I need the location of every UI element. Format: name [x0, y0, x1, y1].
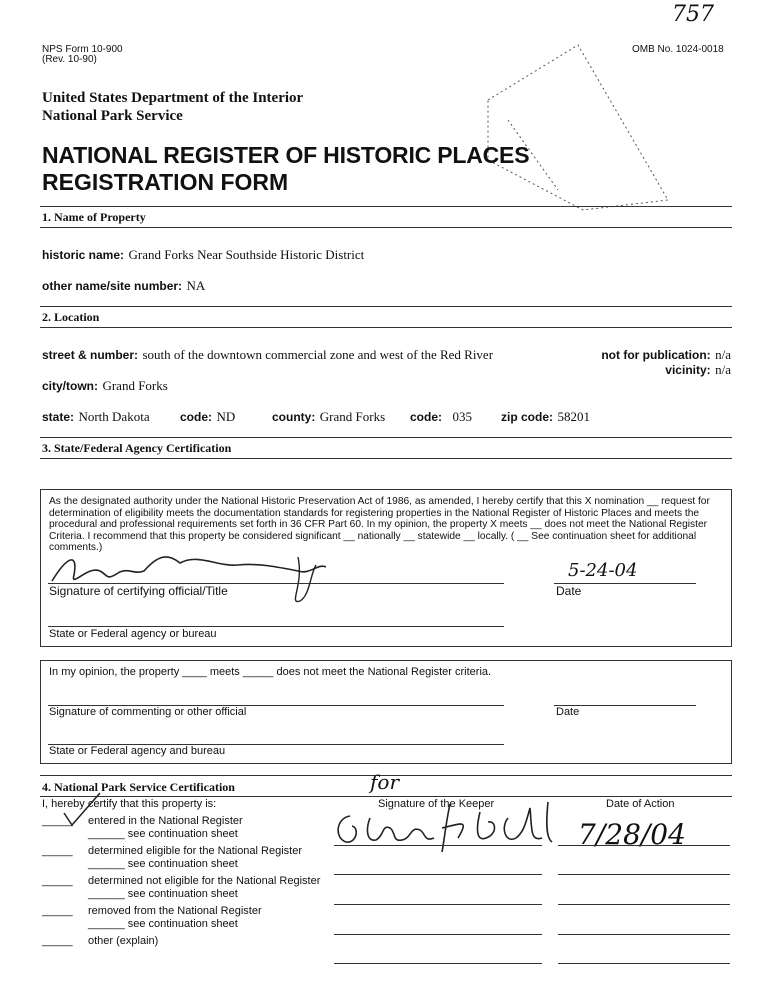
keeper-line: [334, 934, 542, 935]
divider: [40, 437, 732, 438]
action-line: [558, 963, 730, 964]
option-label: removed from the National Register: [88, 905, 262, 917]
option-entered: [42, 815, 342, 845]
commenting-signature-label: Signature of commenting or other official: [49, 706, 247, 718]
option-continuation: ______ see continuation sheet: [88, 918, 238, 930]
city-label: city/town:: [42, 379, 98, 393]
vicinity-row: [665, 361, 731, 379]
keeper-line: [334, 963, 542, 964]
option-blank[interactable]: _____: [42, 845, 73, 857]
date-label: Date: [556, 584, 582, 598]
option-continuation: ______ see continuation sheet: [88, 858, 238, 870]
divider: [40, 458, 732, 459]
certification-options: [42, 815, 342, 955]
historic-name-value: Grand Forks Near Southside Historic District: [128, 247, 365, 262]
received-stamp-icon: [478, 40, 678, 215]
other-name-row: [42, 277, 205, 295]
form-number: NPS Form 10-900: [42, 44, 123, 55]
agency2-label: State or Federal agency and bureau: [49, 745, 226, 757]
keeper-line: [334, 874, 542, 875]
keeper-note-handwritten: for: [370, 770, 400, 794]
action-line: [558, 934, 730, 935]
agency-line: [48, 626, 504, 627]
option-blank[interactable]: _____: [42, 875, 73, 887]
option-other: [42, 935, 342, 955]
option-removed: [42, 905, 342, 935]
certify-text: I, hereby certify that this property is:: [42, 798, 217, 810]
city-row: [42, 377, 168, 395]
vicinity-value: n/a: [715, 362, 731, 377]
option-label: determined eligible for the National Register: [88, 845, 303, 857]
street-value: south of the downtown commercial zone and west of the Red River: [142, 347, 494, 362]
state-label: state:: [42, 410, 75, 424]
option-blank[interactable]: _____: [42, 905, 73, 917]
street-label: street & number:: [42, 348, 139, 362]
department-name: United States Department of the Interior: [42, 90, 304, 106]
option-blank[interactable]: _____: [42, 935, 73, 947]
divider: [40, 227, 732, 228]
omb-number: OMB No. 1024-0018: [632, 44, 724, 55]
county-code-label: code:: [410, 410, 443, 424]
section4-heading: 4. National Park Service Certification: [42, 780, 235, 794]
opinion-text: In my opinion, the property ____ meets _____ does not meet the National Register criteria.: [49, 666, 492, 678]
option-label: entered in the National Register: [88, 815, 243, 827]
option-label: determined not eligible for the National Register: [88, 875, 321, 887]
action-line: [558, 874, 730, 875]
street-row: [42, 346, 493, 364]
divider: [40, 796, 732, 797]
option-continuation: ______ see continuation sheet: [88, 888, 238, 900]
form-title-line2: REGISTRATION FORM: [42, 169, 289, 195]
action-date-handwritten: 7/28/04: [578, 818, 686, 851]
certification-text: As the designated authority under the National Historic Preservation Act of 1986, as amended, I hereby certify that this X nomination __ request for determination of eligibility meets the documentation standards for registering properties in the National Register of Historic Places and meets the procedural and professional requirements set forth in 36 CFR Part 60. In my opinion, the property X meets __ does not meet the National Register Criteria. I recommend that this property be considered significant __ nationally __ statewide __ locally. ( __ See continuation sheet for additional comments.): [49, 496, 710, 554]
keeper-line: [334, 904, 542, 905]
state-code-value: ND: [216, 409, 236, 424]
other-name-label: other name/site number:: [42, 279, 183, 293]
zip-label: zip code:: [501, 410, 554, 424]
zip-row: [501, 408, 590, 426]
state-code-label: code:: [180, 410, 213, 424]
form-title-line1: NATIONAL REGISTER OF HISTORIC PLACES: [42, 142, 530, 168]
state-code-row: [180, 408, 235, 426]
action-line: [558, 845, 730, 846]
zip-value: 58201: [557, 409, 590, 424]
agency-label: State or Federal agency or bureau: [49, 628, 217, 640]
section2-heading: 2. Location: [42, 310, 100, 324]
divider: [40, 306, 732, 307]
state-value: North Dakota: [78, 409, 150, 424]
section3-heading: 3. State/Federal Agency Certification: [42, 441, 232, 455]
divider: [40, 327, 732, 328]
historic-name-row: [42, 246, 364, 264]
service-name: National Park Service: [42, 108, 183, 124]
option-blank[interactable]: _____: [42, 815, 73, 827]
vicinity-label: vicinity:: [665, 363, 711, 377]
option-continuation: ______ see continuation sheet: [88, 828, 238, 840]
not-for-publication-value: n/a: [715, 347, 731, 362]
county-row: [272, 408, 385, 426]
action-date-label: Date of Action: [606, 798, 675, 810]
checkmark-icon: [60, 791, 104, 831]
other-name-value: NA: [186, 278, 206, 293]
action-line: [558, 904, 730, 905]
handwritten-page-number: 757: [672, 2, 714, 27]
option-determined-eligible: [42, 845, 342, 875]
signature-label: Signature of certifying official/Title: [49, 584, 228, 598]
option-determined-not-eligible: [42, 875, 342, 905]
state-row: [42, 408, 150, 426]
divider: [40, 206, 732, 207]
not-for-publication-label: not for publication:: [601, 348, 711, 362]
county-label: county:: [272, 410, 316, 424]
keeper-line: [334, 845, 542, 846]
keeper-label: Signature of the Keeper: [378, 798, 495, 810]
certification-date-handwritten: 5-24-04: [568, 560, 638, 581]
city-value: Grand Forks: [102, 378, 168, 393]
county-code-row: [410, 408, 472, 426]
option-label: other (explain): [88, 935, 159, 947]
date2-label: Date: [556, 706, 580, 718]
form-revision: (Rev. 10-90): [42, 54, 97, 65]
section1-heading: 1. Name of Property: [42, 210, 146, 224]
historic-name-label: historic name:: [42, 248, 125, 262]
county-value: Grand Forks: [319, 409, 386, 424]
keeper-signature-icon: [330, 798, 570, 858]
county-code-value: 035: [452, 409, 472, 424]
